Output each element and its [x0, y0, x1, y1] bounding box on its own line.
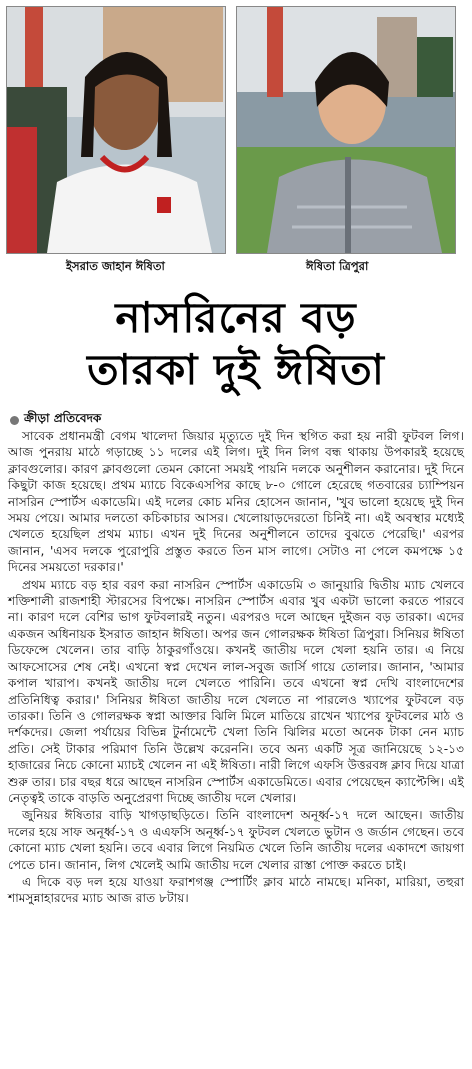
photo-caption-left: ইসরাত জাহান ঈষিতা: [66, 259, 165, 273]
article-paragraph: সাবেক প্রধানমন্ত্রী বেগম খালেদা জিয়ার মৃত্যুতে দুই দিন স্থগিত করা হয় নারী ফুটবল লিগ। আজ পুনরায় মাঠে গড়াচ্ছে ১১ দলের এই লিগ। দুই দিন লিগ বন্ধ থাকায় উপকারই হয়েছে ক্লাবগুলোর। কারণ ক্লাবগুলো তেমন কোনো সময়ই পায়নি দলকে অনুশীলন করানোর। দুই দিনে কিছুটা কাজ হয়েছে। প্রথম ম্যাচে বিকেএসপির কাছে ৮-০ গোলে হেরেছে গতবারের চ্যাম্পিয়ন নাসরিন স্পোর্টস একাডেমি। এই দলের কোচ মনির হোসেন জানান, 'খুব ভালো হয়েছে দুই দিন সময় পেয়ে। আমার দলতো কচিকাচার আসর। খেলোয়াড়দেরতো চিনিই না। এই অবস্থার মধ্যেই খেলতে হয়েছিল প্রথম ম্যাচ। এখন দুই দিনের অনুশীলনে তাদের বুঝতে পেরেছি।' এরপর জানান, 'এসব দলকে পুরোপুরি প্রস্তুত করতে তিন মাস লাগে। সেটাও না পেলে কমপক্ষে ১৫ দিনের সময়তো দরকার।': [8, 429, 464, 575]
article-paragraph: প্রথম ম্যাচে বড় হার বরণ করা নাসরিন স্পোর্টস একাডেমি ৩ জানুয়ারি দ্বিতীয় ম্যাচ খেলবে শক্তিশালী রাজশাহী স্টারসের বিপক্ষে। নাসরিন স্পোর্টস এবার খুব একটা ভালো করতে পারবে না। কারণ দলে বেশির ভাগ ফুটবলারই নতুন। এরপরও দলে আছেন দুইজন বড় তারকা। এদের একজন অধিনায়ক ইসরাত জাহান ঈষিতা। অপর জন গোলরক্ষক ঈষিতা ত্রিপুরা। সিনিয়র ঈষিতা ডিফেন্সে খেলেন। তার বাড়ি ঠাকুরগাঁওয়ে। কখনই জাতীয় দলে খেলা হয়নি তার। এ নিয়ে আফসোসের শেষ নেই। এখনো স্বপ্ন দেখেন লাল-সবুজ জার্সি গায়ে তোলার। জানান, 'আমার কপাল খারাপ। কখনই জাতীয় দলে খেলতে পারিনি। তবে এখনো স্বপ্ন দেখি বাংলাদেশের প্রতিনিধিত্ব করার।' সিনিয়র ঈষিতা জাতীয় দলে খেলতে না পারলেও খ্যাপের ফুটবলে বড় তারকা। তিনি ও গোলরক্ষক স্বপ্না আক্তার ঝিলি মিলে মাতিয়ে রাখেন খ্যাপের ফুটবলের মাঠ ও দর্শকদের। জেলা পর্যায়ের বিভিন্ন টুর্নামেন্টে খেলা তিনি ঝিলির মতো অনেক টাকা নেন ম্যাচ প্রতি। সেই টাকার পরিমাণ তিনি উল্লেখ করেননি। তবে অন্য একটি সূত্র জানিয়েছে ১২-১৩ হাজারের নিচে কোনো ম্যাচই খেলেন না এই ঈষিতা। নারী লিগে এফসি উত্তরবঙ্গ ক্লাব দিয়ে যাত্রা শুরু তার। চার বছর ধরে আছেন নাসরিন স্পোর্টস একাডেমিতে। এবার পেয়েছেন ক্যাপ্টেন্সি। এই নেতৃত্বই তাকে বাড়তি অনুপ্রেরণা দিচ্ছে জাতীয় দলে খেলার।: [8, 577, 464, 805]
photo-caption-right: ঈষিতা ত্রিপুরা: [306, 259, 369, 273]
photo-ishita-tripura: [236, 6, 456, 254]
byline-text: ক্রীড়া প্রতিবেদক: [24, 411, 102, 425]
headline-line-2: তারকা দুই ঈষিতা: [87, 345, 385, 394]
article-paragraph: জুনিয়র ঈষিতার বাড়ি খাগড়াছড়িতে। তিনি বাংলাদেশ অনূর্ধ্ব-১৭ দলে আছেন। জাতীয় দলের হয়ে সাফ অনূর্ধ্ব-১৭ ও এএফসি অনূর্ধ্ব-১৭ ফুটবল খেলতে ভুটান ও জর্ডান গেছেন। তবে কোনো ম্যাচ খেলা হয়নি। তবে এবার লিগে নিয়মিত খেলে তিনি জাতীয় দলের একাদশে জায়গা পেতে চান। জানান, লিগ খেলেই আমি জাতীয় দলে খেলার রাস্তা পোক্ত করতে চাই।: [8, 808, 464, 872]
headline-line-1: নাসরিনের বড়: [115, 293, 357, 342]
bullet-icon: [10, 416, 19, 425]
article-paragraph: এ দিকে বড় দল হয়ে যাওয়া ফরাশগঞ্জ স্পোর্টিং ক্লাব মাঠে নামছে। মনিকা, মারিয়া, তহুরা শামসুন্নাহারদের ম্যাচ আজ রাত ৮টায়।: [8, 874, 464, 906]
byline: [10, 410, 101, 430]
article-body: [8, 428, 464, 908]
photo-israt-jahan-ishita: [6, 6, 226, 254]
